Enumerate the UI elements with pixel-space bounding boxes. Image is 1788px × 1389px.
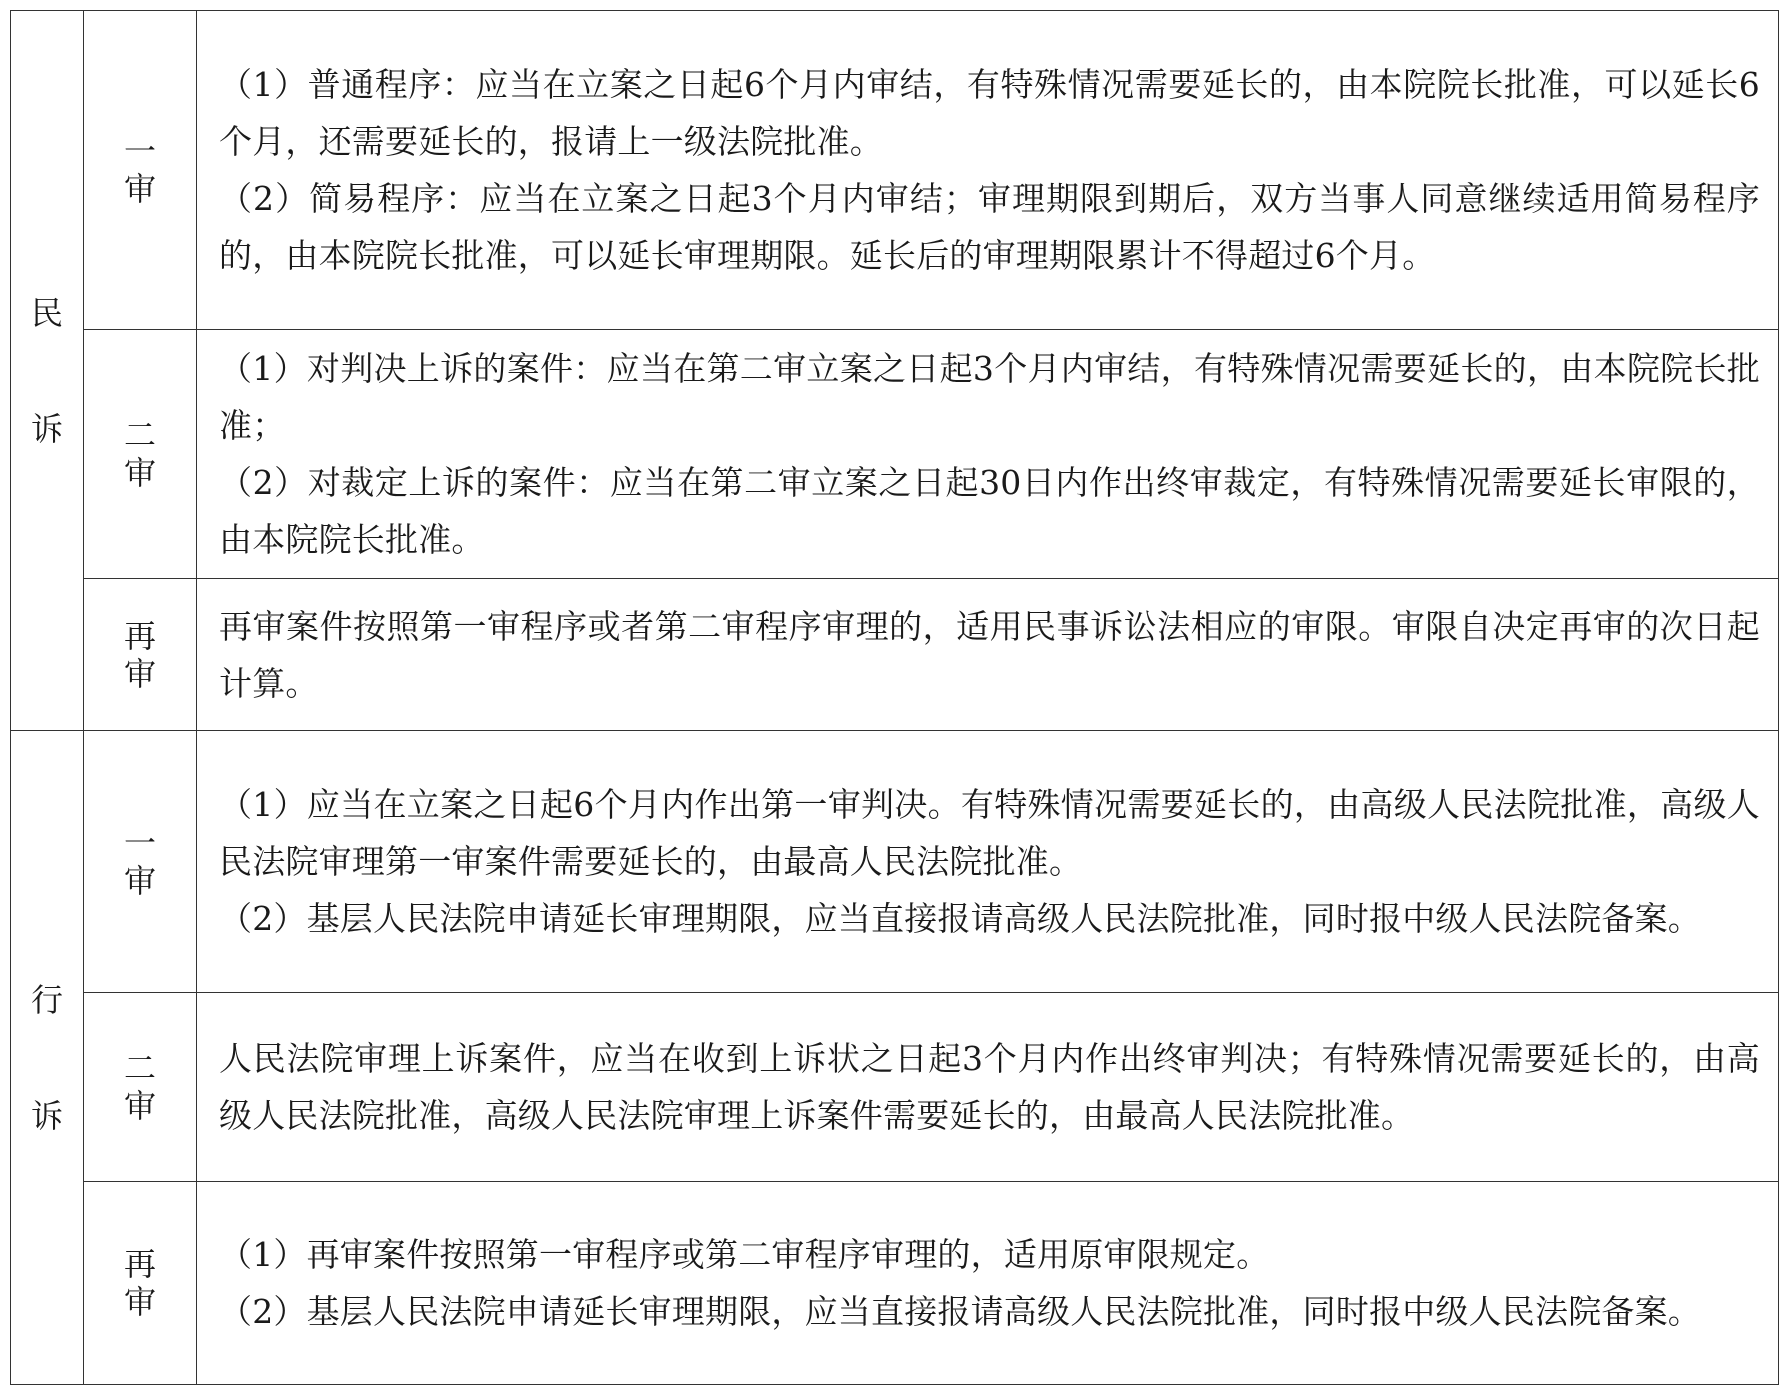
category-cell-civil: [11, 11, 84, 731]
category-char: 民: [30, 293, 63, 332]
stage-char: 审: [123, 654, 156, 693]
content-cell: [197, 731, 1779, 993]
stage-cell: [84, 731, 197, 993]
stage-cell: [84, 993, 197, 1182]
stage-cell: [84, 579, 197, 731]
stage-cell: [84, 330, 197, 579]
stage-char: 审: [123, 170, 156, 208]
stage-char: 一: [123, 132, 156, 170]
stage-char: 再: [123, 616, 156, 655]
content-cell: [197, 993, 1779, 1182]
category-cell-admin: [11, 731, 84, 1385]
stage-char: 再: [123, 1245, 156, 1283]
content-cell: [197, 11, 1779, 330]
table-row: [11, 993, 1779, 1182]
stage-cell: [84, 11, 197, 330]
content-cell: [197, 1182, 1779, 1385]
category-char: 行: [30, 980, 63, 1019]
stage-cell: [84, 1182, 197, 1385]
content-paragraph: （2）基层人民法院申请延长审理期限，应当直接报请高级人民法院批准，同时报中级人民法院备案。: [219, 899, 1701, 938]
content-paragraph: 再审案件按照第一审程序或者第二审程序审理的，适用民事诉讼法相应的审限。审限自决定再审的次日起计算。: [219, 606, 1760, 703]
stage-char: 审: [123, 454, 156, 492]
content-paragraph: （2）基层人民法院申请延长审理期限，应当直接报请高级人民法院批准，同时报中级人民法院备案。: [219, 1292, 1701, 1331]
table-row: [11, 330, 1779, 579]
table-row: [11, 579, 1779, 731]
content-paragraph: （1）普通程序：应当在立案之日起6个月内审结，有特殊情况需要延长的，由本院院长批准，可以延长6个月，还需要延长的，报请上一级法院批准。: [219, 65, 1760, 161]
content-paragraph: （2）对裁定上诉的案件：应当在第二审立案之日起30日内作出终审裁定，有特殊情况需要延长审限的，由本院院长批准。: [219, 463, 1760, 559]
stage-char: 一: [123, 823, 156, 862]
content-paragraph: （1）再审案件按照第一审程序或第二审程序审理的，适用原审限规定。: [219, 1235, 1270, 1274]
content-paragraph: （2）简易程序：应当在立案之日起3个月内审结；审理期限到期后，双方当事人同意继续适用简易程序的，由本院院长批准，可以延长审理期限。延长后的审理期限累计不得超过6个月。: [219, 179, 1760, 275]
content-paragraph: 人民法院审理上诉案件，应当在收到上诉状之日起3个月内作出终审判决；有特殊情况需要延长的，由高级人民法院批准，高级人民法院审理上诉案件需要延长的，由最高人民法院批准。: [219, 1039, 1760, 1135]
category-char: 诉: [30, 1096, 63, 1135]
stage-char: 二: [123, 416, 156, 454]
content-cell: [197, 579, 1779, 731]
table-row: [11, 731, 1779, 993]
stage-char: 审: [123, 1087, 156, 1125]
table-row: [11, 1182, 1779, 1385]
table-row: [11, 11, 1779, 330]
content-cell: [197, 330, 1779, 579]
content-paragraph: （1）应当在立案之日起6个月内作出第一审判决。有特殊情况需要延长的，由高级人民法院批准，高级人民法院审理第一审案件需要延长的，由最高人民法院批准。: [219, 785, 1760, 881]
content-paragraph: （1）对判决上诉的案件：应当在第二审立案之日起3个月内审结，有特殊情况需要延长的，由本院院长批准；: [219, 349, 1760, 445]
stage-char: 审: [123, 861, 156, 900]
category-char: 诉: [30, 409, 63, 448]
trial-period-table: [10, 10, 1779, 1385]
stage-char: 审: [123, 1283, 156, 1321]
stage-char: 二: [123, 1049, 156, 1087]
